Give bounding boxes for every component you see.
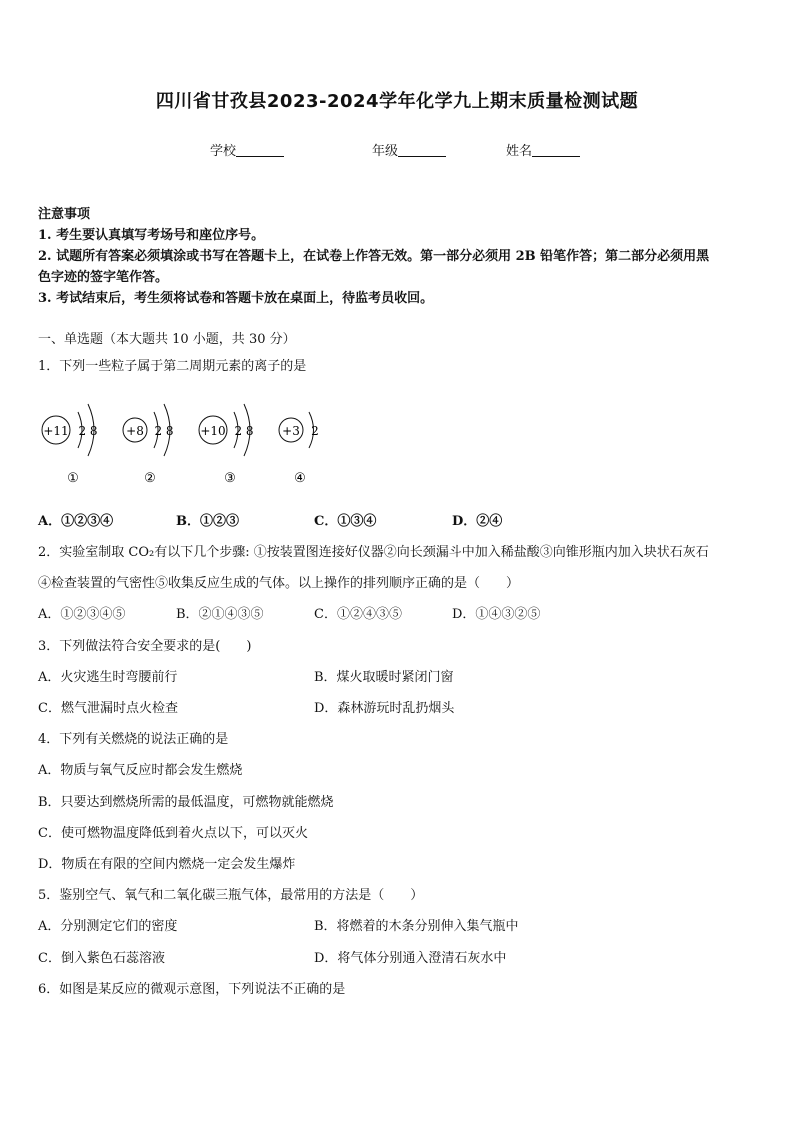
- nucleus-label: +10: [200, 424, 226, 438]
- atom-structure-diagrams: [30, 390, 350, 490]
- school-blank: [236, 144, 284, 157]
- note-item: 色字迹的签字笔作答。: [38, 270, 169, 285]
- q4-option-c: C．使可燃物温度降低到着火点以下，可以灭火: [38, 826, 308, 841]
- atom-diagram-2: [123, 404, 174, 456]
- q5-option-c: C．倒入紫色石蕊溶液: [38, 951, 165, 966]
- q2-option-c: C．①②④③⑤: [314, 607, 402, 622]
- question-2-stem-cont: ④检查装置的气密性⑤收集反应生成的气体。以上操作的排列顺序正确的是（ ）: [38, 576, 520, 591]
- atom-diagram-4: [279, 412, 319, 448]
- school-field: [210, 140, 284, 159]
- question-4-stem: 4．下列有关燃烧的说法正确的是: [38, 732, 229, 747]
- note-item: 1. 考生要认真填写考场号和座位序号。: [38, 228, 265, 243]
- q5-option-b: B．将燃着的木条分别伸入集气瓶中: [314, 919, 519, 934]
- name-blank: [532, 144, 580, 157]
- atom-diagram-3: [199, 404, 254, 456]
- q4-option-b: B．只要达到燃烧所需的最低温度，可燃物就能燃烧: [38, 795, 334, 810]
- question-5-stem: 5．鉴别空气、氧气和二氧化碳三瓶气体，最常用的方法是（ ）: [38, 888, 424, 903]
- nucleus-label: +11: [43, 424, 69, 438]
- q3-option-a: A．火灾逃生时弯腰前行: [38, 670, 178, 685]
- question-2-stem: 2．实验室制取 CO₂有以下几个步骤: ①按装置图连接好仪器②向长颈漏斗中加入稀盐酸③向锥形瓶内加入块状石灰石: [38, 545, 709, 560]
- q2-option-d: D．①④③②⑤: [452, 607, 541, 622]
- q1-option-a: A．①②③④: [38, 514, 114, 529]
- q1-option-c: C．①③④: [314, 514, 377, 529]
- atom-diagram-1: [42, 404, 98, 456]
- nucleus-label: +3: [282, 424, 300, 438]
- q5-option-a: A．分别测定它们的密度: [38, 919, 178, 934]
- grade-label: 年级: [372, 144, 399, 159]
- question-3-stem: 3．下列做法符合安全要求的是( ): [38, 639, 252, 654]
- shell-label: 2 8: [78, 424, 98, 438]
- q4-option-a: A．物质与氧气反应时都会发生燃烧: [38, 763, 243, 778]
- section-heading: 一、单选题（本大题共 10 小题，共 30 分）: [38, 332, 296, 347]
- diagram-label: ①: [67, 471, 79, 486]
- q1-option-d: D．②④: [452, 514, 503, 529]
- shell-label: 2 8: [154, 424, 174, 438]
- diagram-label: ②: [144, 471, 156, 486]
- name-field: [506, 140, 580, 159]
- question-1-stem: 1．下列一些粒子属于第二周期元素的离子的是: [38, 359, 307, 374]
- q3-option-d: D．森林游玩时乱扔烟头: [314, 701, 455, 716]
- page-title: 四川省甘孜县2023-2024学年化学九上期末质量检测试题: [155, 91, 639, 112]
- school-label: 学校: [210, 144, 237, 159]
- grade-blank: [398, 144, 446, 157]
- notes-heading: 注意事项: [38, 207, 91, 222]
- note-item: 3. 考试结束后，考生须将试卷和答题卡放在桌面上，待监考员收回。: [38, 291, 434, 306]
- q1-option-b: B．①②③: [176, 514, 239, 529]
- q4-option-d: D．物质在有限的空间内燃烧一定会发生爆炸: [38, 857, 296, 872]
- shell-label: 2 8: [234, 424, 254, 438]
- q2-option-a: A．①②③④⑤: [38, 607, 126, 622]
- nucleus-label: +8: [126, 424, 144, 438]
- q5-option-d: D．将气体分别通入澄清石灰水中: [314, 951, 507, 966]
- diagram-label: ④: [294, 471, 306, 486]
- q3-option-c: C．燃气泄漏时点火检查: [38, 701, 178, 716]
- q3-option-b: B．煤火取暖时紧闭门窗: [314, 670, 454, 685]
- question-6-stem: 6．如图是某反应的微观示意图，下列说法不正确的是: [38, 982, 346, 997]
- note-item: 2. 试题所有答案必须填涂或书写在答题卡上，在试卷上作答无效。第一部分必须用 2B 铅笔作答；第二部分必须用黑: [38, 249, 710, 264]
- grade-field: [372, 140, 446, 159]
- diagram-label: ③: [224, 471, 236, 486]
- shell-label: 2: [311, 424, 319, 438]
- name-label: 姓名: [506, 144, 533, 159]
- q2-option-b: B．②①④③⑤: [176, 607, 264, 622]
